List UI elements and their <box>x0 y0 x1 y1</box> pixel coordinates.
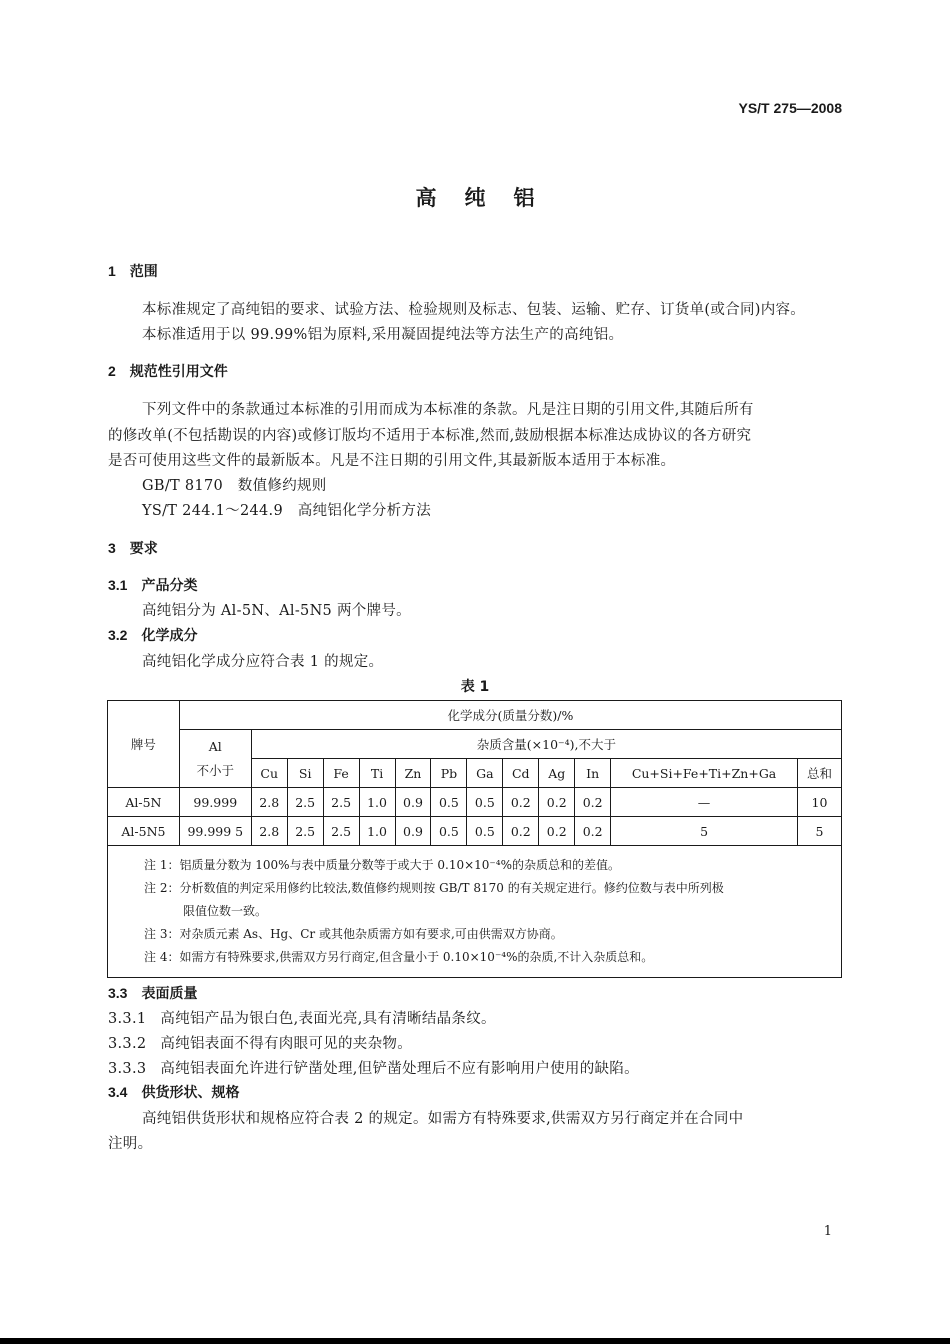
element-header: Zn <box>395 759 431 788</box>
section-3-1-heading <box>108 575 197 595</box>
chemical-composition-table <box>107 700 842 978</box>
element-header: Si <box>287 759 323 788</box>
section-3-heading <box>108 538 158 558</box>
standard-code: YS/T 275—2008 <box>738 100 842 116</box>
al-cell: 99.999 <box>179 788 251 817</box>
element-header: In <box>575 759 611 788</box>
paragraph-line: 下列文件中的条款通过本标准的引用而成为本标准的条款。凡是注日期的引用文件,其随后所有 <box>142 402 754 418</box>
header-al <box>179 730 251 788</box>
section-number: 3.1 <box>108 577 128 593</box>
section-number: 3.3.3 <box>108 1061 147 1077</box>
value-cell: 0.2 <box>503 817 539 846</box>
table-note: 注 4：如需方有特殊要求,供需双方另行商定,但含量小于 0.10×10⁻⁴%的杂质,不计入杂质总和。 <box>144 950 654 964</box>
table-row <box>108 817 842 846</box>
section-title: 表面质量 <box>141 986 198 1002</box>
table-row <box>108 788 842 817</box>
header-grade: 牌号 <box>108 701 180 788</box>
section-number: 3.2 <box>108 627 128 643</box>
reference-item: YS/T 244.1～244.9 高纯铝化学分析方法 <box>142 503 431 519</box>
section-number: 3 <box>108 540 116 556</box>
section-3-2-heading <box>108 625 197 645</box>
bottom-edge-rule <box>0 1338 950 1344</box>
value-cell: 0.5 <box>467 817 503 846</box>
section-3-3-heading <box>108 983 197 1003</box>
value-cell: 0.5 <box>431 817 467 846</box>
header-impurity: 杂质含量(×10⁻⁴),不大于 <box>251 730 841 759</box>
value-cell: 0.2 <box>503 788 539 817</box>
grade-cell: Al-5N <box>108 788 180 817</box>
section-number: 3.3 <box>108 985 128 1001</box>
paragraph: 本标准适用于以 99.99%铝为原料,采用凝固提纯法等方法生产的高纯铝。 <box>142 327 624 343</box>
table-caption: 表 1 <box>460 679 490 695</box>
value-cell: 2.5 <box>323 788 359 817</box>
paragraph: 高纯铝化学成分应符合表 1 的规定。 <box>142 654 384 670</box>
page-number: 1 <box>823 1224 832 1239</box>
section-title: 供货形状、规格 <box>141 1085 240 1101</box>
reference-item: GB/T 8170 数值修约规则 <box>142 478 327 494</box>
value-cell: — <box>611 788 798 817</box>
header-al-label: Al <box>208 738 222 754</box>
section-title: 规范性引用文件 <box>129 364 228 380</box>
value-cell: 0.2 <box>539 788 575 817</box>
element-header: 总和 <box>797 759 841 788</box>
value-cell: 5 <box>611 817 798 846</box>
paragraph-line: 的修改单(不包括勘误的内容)或修订版均不适用于本标准,然而,鼓励根据本标准达成协议的各方研究 <box>108 428 752 444</box>
header-composition: 化学成分(质量分数)/% <box>179 701 841 730</box>
paragraph: 高纯铝分为 Al-5N、Al-5N5 两个牌号。 <box>142 603 411 619</box>
element-header: Pb <box>431 759 467 788</box>
section-number: 3.3.1 <box>108 1011 147 1027</box>
value-cell: 10 <box>797 788 841 817</box>
value-cell: 5 <box>797 817 841 846</box>
value-cell: 1.0 <box>359 788 395 817</box>
value-cell: 2.8 <box>251 788 287 817</box>
section-title: 要求 <box>129 541 158 557</box>
element-header: Cu+Si+Fe+Ti+Zn+Ga <box>611 759 798 788</box>
value-cell: 2.8 <box>251 817 287 846</box>
table-note: 注 1：铝质量分数为 100%与表中质量分数等于或大于 0.10×10⁻⁴%的杂质总和的差值。 <box>144 858 620 872</box>
paragraph: 高纯铝表面允许进行铲凿处理,但铲凿处理后不应有影响用户使用的缺陷。 <box>160 1061 639 1077</box>
value-cell: 0.9 <box>395 817 431 846</box>
subsection-3-3-1 <box>108 1007 496 1028</box>
section-title: 范围 <box>129 264 158 280</box>
section-number: 2 <box>108 363 116 379</box>
table-note: 注 3：对杂质元素 As、Hg、Cr 或其他杂质需方如有要求,可由供需双方协商。 <box>144 927 563 941</box>
section-number: 3.4 <box>108 1084 128 1100</box>
value-cell: 1.0 <box>359 817 395 846</box>
section-1-heading <box>108 261 158 281</box>
element-header: Cd <box>503 759 539 788</box>
header-al-min: 不小于 <box>196 762 235 778</box>
table-notes <box>108 846 842 978</box>
section-number: 1 <box>108 263 116 279</box>
section-title: 化学成分 <box>141 628 198 644</box>
section-number: 3.3.2 <box>108 1036 147 1052</box>
element-header: Ti <box>359 759 395 788</box>
table-note: 限值位数一致。 <box>183 904 268 918</box>
value-cell: 0.5 <box>467 788 503 817</box>
paragraph-line: 注明。 <box>108 1136 153 1152</box>
element-header: Fe <box>323 759 359 788</box>
value-cell: 0.5 <box>431 788 467 817</box>
value-cell: 0.9 <box>395 788 431 817</box>
element-header: Ag <box>539 759 575 788</box>
section-3-4-heading <box>108 1082 239 1102</box>
element-header: Ga <box>467 759 503 788</box>
value-cell: 0.2 <box>575 817 611 846</box>
grade-cell: Al-5N5 <box>108 817 180 846</box>
element-header: Cu <box>251 759 287 788</box>
subsection-3-3-3 <box>108 1057 639 1078</box>
value-cell: 2.5 <box>323 817 359 846</box>
value-cell: 0.2 <box>539 817 575 846</box>
section-2-heading <box>108 361 228 381</box>
value-cell: 2.5 <box>287 817 323 846</box>
al-cell: 99.999 5 <box>179 817 251 846</box>
paragraph-line: 是否可使用这些文件的最新版本。凡是不注日期的引用文件,其最新版本适用于本标准。 <box>108 453 676 469</box>
paragraph: 高纯铝产品为银白色,表面光亮,具有清晰结晶条纹。 <box>160 1011 496 1027</box>
section-title: 产品分类 <box>141 578 198 594</box>
table-note: 注 2：分析数值的判定采用修约比较法,数值修约规则按 GB/T 8170 的有关规定进行。修约位数与表中所列极 <box>144 881 724 895</box>
value-cell: 0.2 <box>575 788 611 817</box>
document-title: 高纯铝 <box>415 186 563 210</box>
value-cell: 2.5 <box>287 788 323 817</box>
subsection-3-3-2 <box>108 1032 412 1053</box>
paragraph: 本标准规定了高纯铝的要求、试验方法、检验规则及标志、包装、运输、贮存、订货单(或合同)内容。 <box>142 302 806 318</box>
paragraph-line: 高纯铝供货形状和规格应符合表 2 的规定。如需方有特殊要求,供需双方另行商定并在合同中 <box>142 1111 744 1127</box>
paragraph: 高纯铝表面不得有肉眼可见的夹杂物。 <box>160 1036 413 1052</box>
